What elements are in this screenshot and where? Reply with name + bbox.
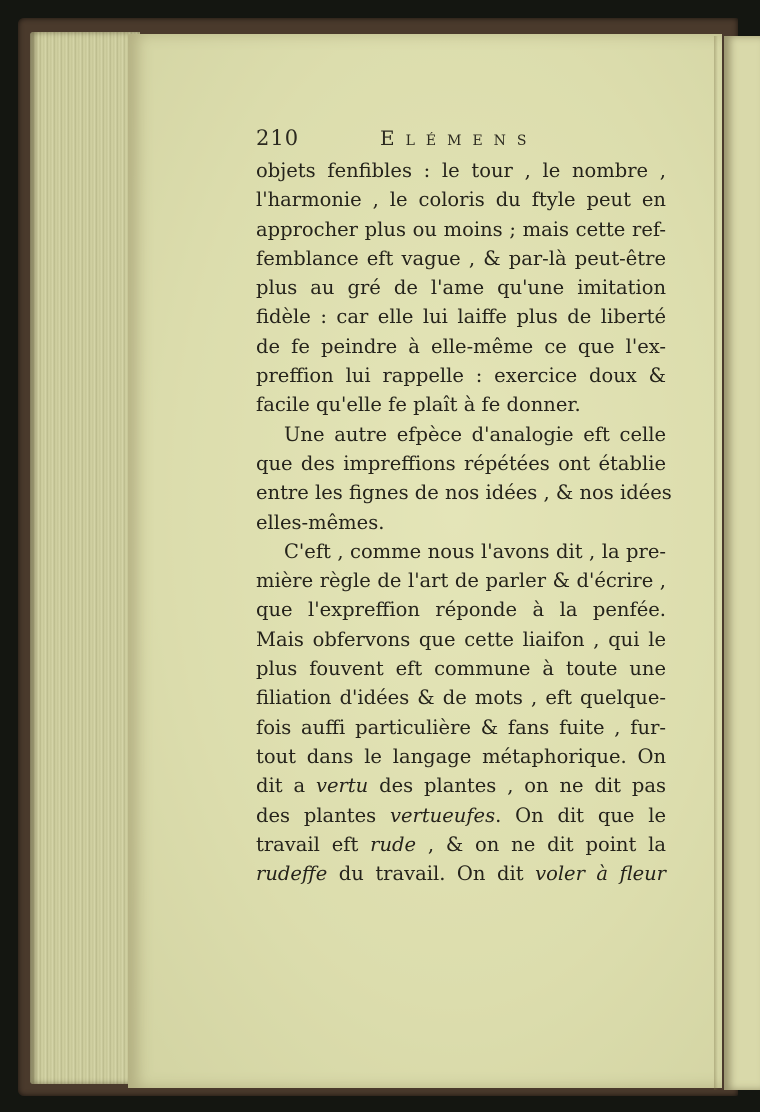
text-line	[256, 244, 666, 273]
text-line	[256, 771, 666, 800]
text-segment: Mais obfervons que cette liaifon , qui le	[256, 627, 666, 651]
text-line	[256, 215, 666, 244]
text-line	[256, 478, 672, 507]
text-line	[256, 683, 666, 712]
text-segment: plus fouvent eft commune à toute une	[256, 657, 666, 681]
section-title: Elémens	[380, 126, 538, 150]
text-segment: de fe peindre à elle-même ce que l'ex-	[256, 334, 666, 358]
gutter-shadow	[714, 36, 718, 1090]
text-line	[256, 713, 666, 742]
text-segment: l'harmonie , le coloris du ftyle peut en	[256, 188, 666, 212]
text-segment: entre les fignes de nos idées , & nos idées	[256, 481, 672, 505]
text-segment: tout dans le langage métaphorique. On	[256, 744, 666, 768]
text-line	[256, 185, 666, 214]
text-line	[256, 361, 666, 390]
body-text	[256, 156, 672, 888]
page-edges	[30, 32, 140, 1084]
text-line	[256, 830, 666, 859]
text-line	[256, 654, 666, 683]
text-line	[256, 859, 666, 888]
text-segment: preffion lui rappelle : exercice doux &	[256, 364, 666, 388]
text-segment: filiation d'idées & de mots , eft quelque-	[256, 686, 666, 710]
text-line	[256, 801, 666, 830]
text-line	[256, 595, 666, 624]
facing-page-edge	[724, 36, 760, 1090]
text-segment: que l'expreffion réponde à la penfée.	[256, 598, 666, 622]
text-segment: fois auffi particulière & fans fuite , fur-	[256, 715, 666, 739]
text-segment: que des impreffions répétées ont établie	[256, 451, 666, 475]
text-segment: des plantes , on ne dit pas	[368, 774, 666, 798]
text-segment: travail eft	[256, 832, 371, 856]
text-segment: approcher plus ou moins ; mais cette ref-	[256, 217, 666, 241]
text-segment: , & on ne dit point la	[416, 832, 667, 856]
text-line	[256, 625, 666, 654]
text-segment: Une autre efpèce d'analogie eft celle	[284, 422, 666, 446]
text-segment: dit a	[256, 774, 316, 798]
text-segment: du travail. On dit	[327, 862, 536, 886]
text-line	[256, 537, 666, 566]
text-segment: plus au gré de l'ame qu'une imitation	[256, 276, 666, 300]
text-line	[256, 742, 666, 771]
text-line	[256, 332, 666, 361]
text-line	[256, 390, 666, 419]
text-line	[256, 302, 666, 331]
text-segment: mière règle de l'art de parler & d'écrire ,	[256, 569, 666, 593]
italic-word: rudeffe	[256, 862, 328, 886]
text-line	[256, 508, 666, 537]
italic-word: rude	[370, 832, 417, 856]
text-segment: . On dit que le	[495, 803, 667, 827]
running-head	[256, 126, 676, 156]
text-line	[256, 273, 666, 302]
text-line	[256, 566, 666, 595]
italic-word: vertu	[315, 774, 369, 798]
text-line	[256, 156, 666, 185]
text-segment: fidèle : car elle lui laiffe plus de liberté	[256, 305, 666, 329]
italic-word: vertueufes	[389, 803, 496, 827]
italic-word: voler à fleur	[535, 862, 666, 886]
text-line	[256, 420, 666, 449]
text-segment: C'eft , comme nous l'avons dit , la pre-	[284, 539, 666, 563]
text-segment: femblance eft vague , & par-là peut-être	[256, 246, 666, 270]
text-segment: des plantes	[256, 803, 390, 827]
text-segment: elles-mêmes.	[256, 510, 385, 534]
text-segment: objets fenfibles : le tour , le nombre ,	[256, 159, 666, 182]
page-number: 210	[256, 126, 300, 150]
text-segment: facile qu'elle fe plaît à fe donner.	[256, 393, 581, 417]
text-line	[256, 449, 666, 478]
